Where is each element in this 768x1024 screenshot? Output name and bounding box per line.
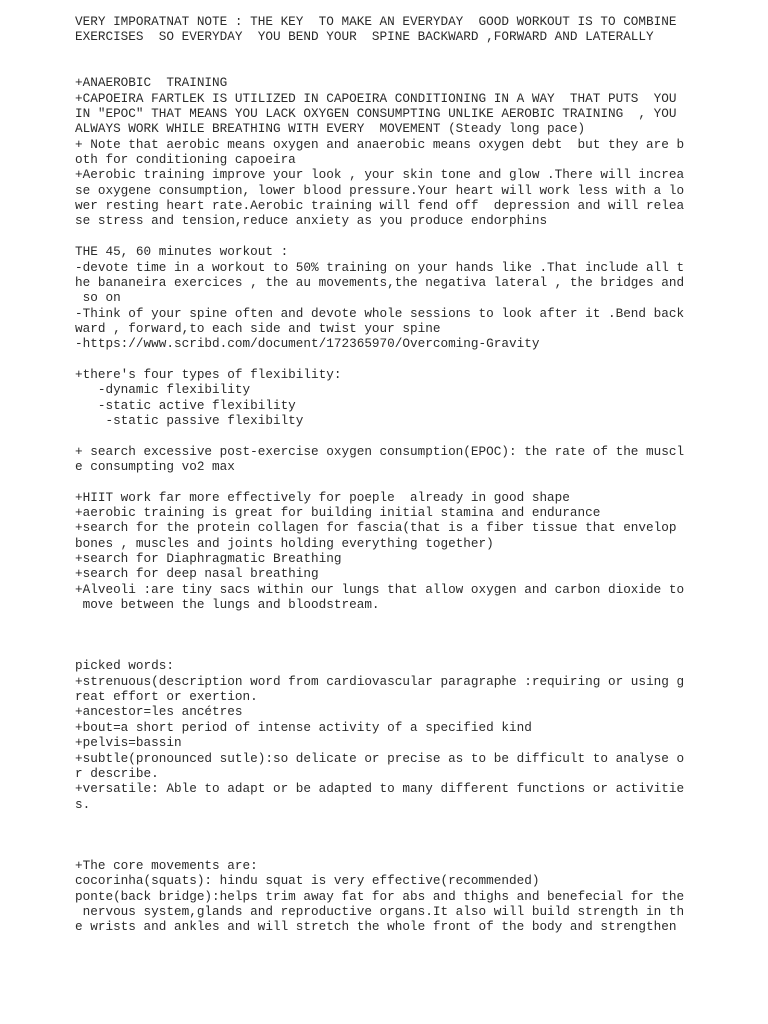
url-line: -https://www.scribd.com/document/172365970/Overcoming-Gravity <box>75 336 540 352</box>
text-line: e consumpting vo2 max <box>75 458 235 474</box>
list-item: -dynamic flexibility <box>75 382 251 398</box>
text-line: +search for Diaphragmatic Breathing <box>75 551 342 567</box>
text-line: ward , forward,to each side and twist your spine <box>75 320 441 336</box>
text-line: so on <box>75 290 121 306</box>
blank-line <box>75 628 695 643</box>
text-line: VERY IMPORATNAT NOTE : THE KEY TO MAKE AN EVERYDAY GOOD WORKOUT IS TO COMBINE <box>75 14 677 29</box>
blank-line <box>75 612 695 627</box>
text-line: s. <box>75 796 91 812</box>
text-line: -devote time in a workout to 50% training on your hands like .That include all t <box>75 259 685 275</box>
section-heading: +The core movements are: <box>75 857 258 873</box>
text-line: he bananeira exercices , the au movements,the negativa lateral , the bridges and <box>75 274 685 290</box>
text-line: IN "EPOC" THAT MEANS YOU LACK OXYGEN CONSUMPTING UNLIKE AEROBIC TRAINING , YOU <box>75 106 677 122</box>
text-line: +HIIT work far more effectively for poeple already in good shape <box>75 489 570 505</box>
blank-line <box>75 60 695 75</box>
text-line: +subtle(pronounced sutle):so delicate or precise as to be difficult to analyse o <box>75 750 685 766</box>
text-line: -Think of your spine often and devote whole sessions to look after it .Bend back <box>75 305 685 321</box>
text-line: reat effort or exertion. <box>75 689 258 705</box>
section-heading: +ANAEROBIC TRAINING <box>75 75 228 91</box>
text-line: +pelvis=bassin <box>75 735 182 751</box>
blank-line <box>75 843 695 858</box>
text-line: +there's four types of flexibility: <box>75 366 342 382</box>
blank-line <box>75 428 695 443</box>
section-heading: picked words: <box>75 658 174 674</box>
text-line: oth for conditioning capoeira <box>75 152 296 168</box>
text-line: + search excessive post-exercise oxygen consumption(EPOC): the rate of the muscl <box>75 443 685 459</box>
text-line: +ancestor=les ancétres <box>75 704 243 720</box>
text-line: move between the lungs and bloodstream. <box>75 597 380 613</box>
blank-line <box>75 643 695 658</box>
text-line: wer resting heart rate.Aerobic training will fend off depression and will relea <box>75 198 685 214</box>
text-line: se stress and tension,reduce anxiety as you produce endorphins <box>75 213 548 229</box>
text-line: +bout=a short period of intense activity of a specified kind <box>75 719 532 735</box>
blank-line <box>75 474 695 489</box>
text-line: e wrists and ankles and will stretch the whole front of the body and strengthen <box>75 919 677 935</box>
section-heading: THE 45, 60 minutes workout : <box>75 244 289 260</box>
text-line: +CAPOEIRA FARTLEK IS UTILIZED IN CAPOEIRA CONDITIONING IN A WAY THAT PUTS YOU <box>75 90 677 106</box>
text-line: se oxygene consumption, lower blood pressure.Your heart will work less with a lo <box>75 182 685 198</box>
blank-line <box>75 812 695 827</box>
text-line: bones , muscles and joints holding everything together) <box>75 535 494 551</box>
text-line: EXERCISES SO EVERYDAY YOU BEND YOUR SPINE BACKWARD ,FORWARD AND LATERALLY <box>75 29 654 45</box>
text-line: ALWAYS WORK WHILE BREATHING WITH EVERY MOVEMENT (Steady long pace) <box>75 121 586 137</box>
text-line: +versatile: Able to adapt or be adapted to many different functions or activitie <box>75 781 685 797</box>
blank-line <box>75 827 695 842</box>
text-line: +aerobic training is great for building initial stamina and endurance <box>75 505 601 520</box>
text-line: ponte(back bridge):helps trim away fat for abs and thighs and benefecial for the <box>75 888 685 904</box>
text-line: +strenuous(description word from cardiovascular paragraphe :requiring or using g <box>75 673 685 689</box>
blank-line <box>75 45 695 60</box>
blank-line <box>75 229 695 244</box>
blank-line <box>75 352 695 367</box>
text-line: +search for deep nasal breathing <box>75 566 319 582</box>
text-line: +search for the protein collagen for fascia(that is a fiber tissue that envelop <box>75 520 677 536</box>
text-line: + Note that aerobic means oxygen and anaerobic means oxygen debt but they are b <box>75 136 685 152</box>
text-line: cocorinha(squats): hindu squat is very effective(recommended) <box>75 873 540 889</box>
list-item: -static passive flexibilty <box>75 412 304 428</box>
text-line: nervous system,glands and reproductive organs.It also will build strength in th <box>75 903 685 919</box>
list-item: -static active flexibility <box>75 397 296 413</box>
text-line: +Alveoli :are tiny sacs within our lungs that allow oxygen and carbon dioxide to <box>75 581 685 597</box>
text-line: +Aerobic training improve your look , your skin tone and glow .There will increa <box>75 167 685 183</box>
document-body <box>75 14 695 935</box>
text-line: r describe. <box>75 765 159 781</box>
